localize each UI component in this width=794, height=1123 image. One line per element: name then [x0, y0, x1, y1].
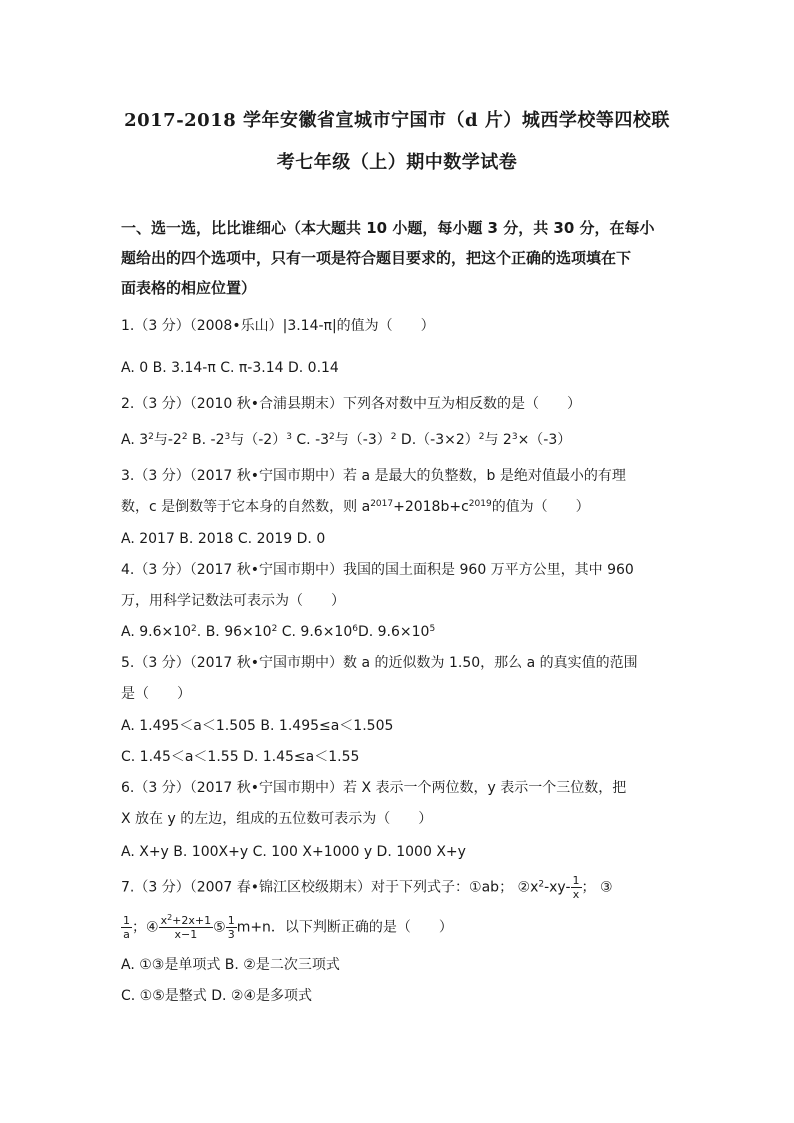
q2-options: A. $3^2$与$-2^2$ B. $-2^3$与$(-2)^3$ C. $-3^2$与$(-3)^2$ $D.(-3\times 2)^2$与 $2^3\times(-3)$	[121, 432, 572, 448]
q4-options: A. $9.6\times 10^2$. B. $96\times 10^2$ C. $9.6\times 10^6D$. $9.6\times 10^5$	[121, 624, 436, 640]
q6-stem-line-2: X 放在 y 的左边，组成的五位数可表示为（ ）	[121, 811, 433, 827]
q1-options: A. 0 B. 3.14-π C. π-3.14 D. 0.14	[121, 360, 339, 376]
q7-options-ab: A. ①③是单项式 B. ②是二次三项式	[121, 957, 340, 973]
q5-options-cd: C. 1.45＜a＜1.55 D. 1.45≤a＜1.55	[121, 749, 360, 765]
q1-stem: 1.（3 分）（2008•乐山）|3.14-π|的值为（ ）	[121, 318, 435, 334]
q7-stem-line-1: 7.（3 分）（2007 春•锦江区校级期末）对于下列式子：①ab； $②x^2-xy-$ $\frac{1}{x}$ ； ③	[121, 874, 613, 901]
q5-stem-line-1: 5.（3 分）（2017 秋•宁国市期中）数 a 的近似数为 1.50，那么 a 的真实值的范围	[121, 655, 638, 671]
q3-stem-line-2: 数，c 是倒数等于它本身的自然数，则 $a^{2017}+2018b+c^{2019}$的值为（ ）	[121, 499, 590, 515]
section-heading-line-1: 一、选一选，比比谁细心（本大题共 10 小题，每小题 3 分，共 30 分，在每小	[121, 219, 655, 237]
q5-options-ab: A. 1.495＜a＜1.505 B. 1.495≤a＜1.505	[121, 718, 394, 734]
q5-stem-line-2: 是（ ）	[121, 686, 191, 702]
fraction-1-over-x: $\frac{1}{x}$	[572, 874, 580, 901]
section-heading-line-2: 题给出的四个选项中，只有一项是符合题目要求的，把这个正确的选项填在下	[121, 249, 632, 267]
fraction-1-over-3: $\frac{1}{3}$	[227, 914, 235, 941]
q7-stem-line-2: $\frac{1}{a}$ ；④ $\frac{x^2+2x+1}{x-1}$ ⑤ $\frac{1}{3}$ m+n．以下判断正确的是（ ）	[123, 913, 453, 941]
q6-stem-line-1: 6.（3 分）（2017 秋•宁国市期中）若 X 表示一个两位数，y 表示一个三位数，把	[121, 780, 627, 796]
q2-stem: 2.（3 分）（2010 秋•合浦县期末）下列各对数中互为相反数的是（ ）	[121, 396, 582, 412]
fraction-1-over-a: $\frac{1}{a}$	[123, 914, 130, 941]
exam-title-line-1: 2017-2018 学年安徽省宣城市宁国市（d 片）城西学校等四校联	[124, 110, 670, 131]
q4-stem-line-2: 万，用科学记数法可表示为（ ）	[121, 593, 345, 609]
q3-options: A. 2017 B. 2018 C. 2019 D. 0	[121, 531, 326, 547]
q7-options-cd: C. ①⑤是整式 D. ②④是多项式	[121, 988, 313, 1004]
section-heading-line-3: 面表格的相应位置）	[121, 279, 257, 297]
q4-stem-line-1: 4.（3 分）（2017 秋•宁国市期中）我国的国土面积是 960 万平方公里，其中 960	[121, 562, 634, 578]
q6-options: A. X+y B. 100X+y C. 100 X+1000 y D. 1000 X+y	[121, 844, 466, 860]
exam-title-line-2: 考七年级（上）期中数学试卷	[276, 152, 518, 173]
q3-stem-line-1: 3.（3 分）（2017 秋•宁国市期中）若 a 是最大的负整数，b 是绝对值最小的有理	[121, 468, 626, 484]
fraction-rational-expression: $\frac{x^2+2x+1}{x-1}$	[160, 913, 212, 941]
